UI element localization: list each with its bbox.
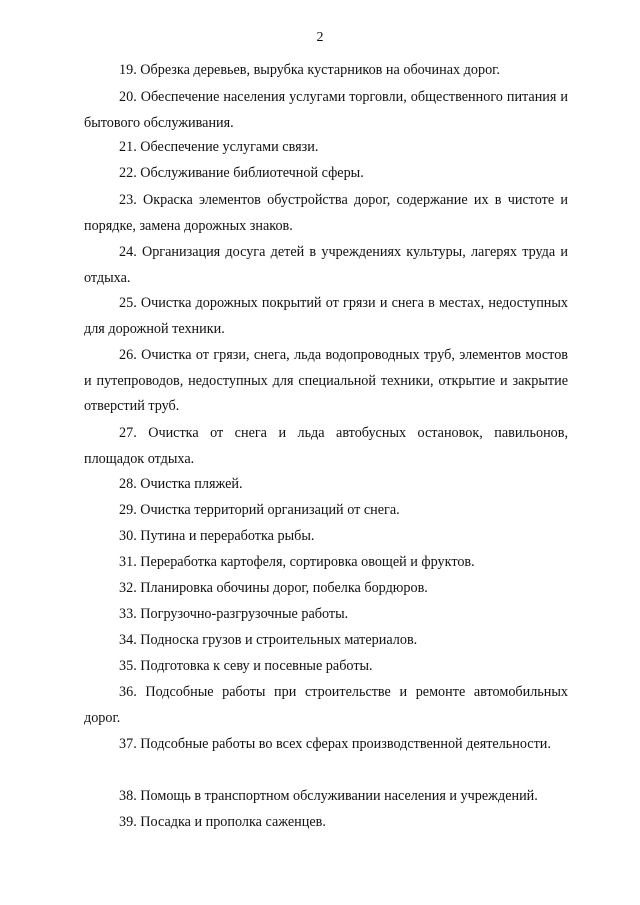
list-item-30: 30. Путина и переработка рыбы. xyxy=(119,528,315,544)
list-item-20: 20. Обеспечение населения услугами торговли, общественного питания и бытового обслуживания. xyxy=(84,89,568,131)
list-item-32: 32. Планировка обочины дорог, побелка бордюров. xyxy=(119,580,428,596)
list-item-36: 36. Подсобные работы при строительстве и ремонте автомобильных дорог. xyxy=(84,684,568,726)
list-item-21: 21. Обеспечение услугами связи. xyxy=(119,139,319,155)
list-item-28: 28. Очистка пляжей. xyxy=(119,476,243,492)
list-item-23: 23. Окраска элементов обустройства дорог, содержание их в чистоте и порядке, замена дорожных знаков. xyxy=(84,192,568,234)
list-item-35: 35. Подготовка к севу и посевные работы. xyxy=(119,658,373,674)
list-item-38: 38. Помощь в транспортном обслуживании населения и учреждений. xyxy=(119,788,538,804)
list-item-39: 39. Посадка и прополка саженцев. xyxy=(119,814,326,830)
page-number: 2 xyxy=(316,30,324,45)
list-item-31: 31. Переработка картофеля, сортировка овощей и фруктов. xyxy=(119,554,475,570)
list-item-33: 33. Погрузочно-разгрузочные работы. xyxy=(119,606,349,622)
list-item-37: 37. Подсобные работы во всех сферах производственной деятельности. xyxy=(119,736,551,752)
list-item-26: 26. Очистка от грязи, снега, льда водопроводных труб, элементов мостов и путепроводов, недоступных для специальной техники, открытие и закрытие отверстий труб. xyxy=(84,347,568,414)
list-item-19: 19. Обрезка деревьев, вырубка кустарников на обочинах дорог. xyxy=(119,62,500,78)
list-item-27: 27. Очистка от снега и льда автобусных остановок, павильонов, площадок отдыха. xyxy=(84,425,568,467)
list-item-25: 25. Очистка дорожных покрытий от грязи и снега в местах, недоступных для дорожной техники. xyxy=(84,295,568,337)
list-item-24: 24. Организация досуга детей в учреждениях культуры, лагерях труда и отдыха. xyxy=(84,244,568,286)
list-item-29: 29. Очистка территорий организаций от снега. xyxy=(119,502,400,518)
list-item-22: 22. Обслуживание библиотечной сферы. xyxy=(119,165,364,181)
list-item-34: 34. Подноска грузов и строительных материалов. xyxy=(119,632,418,648)
